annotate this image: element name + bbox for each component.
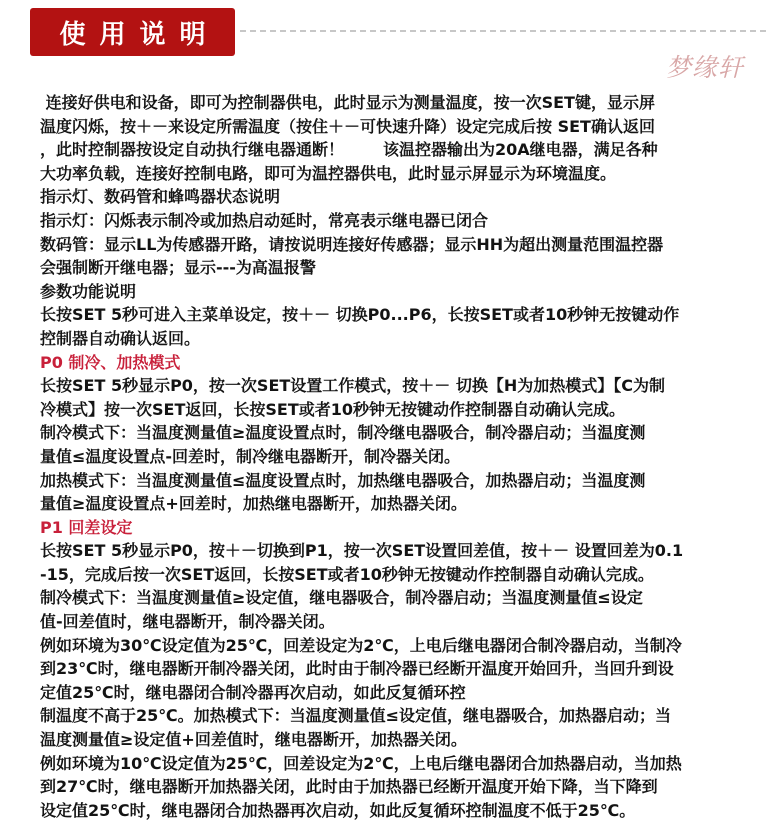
text-line: 指示灯：闪烁表示制冷或加热启动延时，常亮表示继电器已闭合: [40, 210, 489, 230]
text-line: 温度测量值≥设定值+回差值时，继电器断开，加热器关闭。: [40, 730, 467, 750]
text-line: 加热模式下：当温度测量值≤温度设置点时，加热继电器吸合，加热器启动；当温度测: [40, 470, 646, 490]
text-line: 长按SET 5秒可进入主菜单设定，按＋－ 切换P0...P6，长按SET或者10秒钟无按键动作: [40, 305, 680, 325]
text-line: 例如环境为30℃设定值为25℃，回差设定为2℃，上电后继电器闭合制冷器启动，当制冷: [40, 635, 682, 655]
title-divider: [240, 30, 766, 32]
text-line: 连接好供电和设备，即可为控制器供电，此时显示为测量温度，按一次SET键，显示屏: [40, 93, 655, 112]
text-line: 到27℃时，继电器断开加热器关闭，此时由于加热器已经断开温度开始下降，当下降到: [40, 777, 658, 797]
instructions-body: [40, 91, 730, 822]
text-line: 定值25℃时，继电器闭合制冷器再次启动，如此反复循环控: [40, 682, 466, 702]
section-heading: P0 制冷、加热模式: [40, 352, 181, 372]
watermark: 梦缘轩: [666, 53, 745, 82]
text-line: 控制器自动确认返回。: [40, 328, 201, 348]
text-line: 制冷模式下：当温度测量值≥温度设置点时，制冷继电器吸合，制冷器启动；当温度测: [40, 423, 646, 443]
text-line: 参数功能说明: [40, 281, 137, 301]
text-line: 长按SET 5秒显示P0，按＋－切换到P1，按一次SET设置回差值，按＋－ 设置回差为0.1: [40, 541, 684, 561]
page-title: 使用说明: [59, 19, 220, 50]
text-line: 到23℃时，继电器断开制冷器关闭，此时由于制冷器已经断开温度开始回升，当回升到设: [40, 659, 674, 679]
text-line: -15，完成后按一次SET返回，长按SET或者10秒钟无按键动作控制器自动确认完成。: [40, 564, 654, 584]
text-line: 指示灯、数码管和蜂鸣器状态说明: [40, 187, 281, 207]
text-line: 设定值25℃时，继电器闭合加热器再次启动，如此反复循环控制温度不低于25℃。: [40, 800, 636, 820]
text-line: 制温度不高于25℃。加热模式下：当温度测量值≤设定值，继电器吸合，加热器启动；当: [40, 706, 672, 726]
text-line: 长按SET 5秒显示P0，按一次SET设置工作模式，按＋－ 切换【H为加热模式】【C为制: [40, 376, 666, 396]
text-line: 制冷模式下：当温度测量值≥设定值，继电器吸合，制冷器启动；当温度测量值≤设定: [40, 588, 643, 608]
section-heading: P1 回差设定: [40, 517, 133, 537]
text-line: 会强制断开继电器；显示---为高温报警: [40, 258, 316, 278]
text-line: 量值≤温度设置点-回差时，制冷继电器断开，制冷器关闭。: [40, 446, 461, 466]
text-line: 大功率负载，连接好控制电路，即可为温控器供电，此时显示屏显示为环境温度。: [40, 163, 617, 183]
text-line: 数码管：显示LL为传感器开路，请按说明连接好传感器；显示HH为超出测量范围温控器: [40, 234, 664, 254]
text-line: 温度闪烁，按＋－来设定所需温度（按住＋－可快速升降）设定完成后按 SET确认返回: [40, 116, 655, 136]
text-line: 冷模式】按一次SET返回，长按SET或者10秒钟无按键动作控制器自动确认完成。: [40, 399, 626, 419]
text-line: 值-回差值时，继电器断开，制冷器关闭。: [40, 612, 335, 632]
title-banner: [30, 8, 235, 56]
text-line: ，此时控制器按设定自动执行继电器通断！ 该温控器输出为20A继电器，满足各种: [40, 140, 658, 160]
text-line: 量值≥温度设置点+回差时，加热继电器断开，加热器关闭。: [40, 494, 467, 514]
text-line: 例如环境为10℃设定值为25℃，回差设定为2℃，上电后继电器闭合加热器启动，当加热: [40, 753, 682, 773]
